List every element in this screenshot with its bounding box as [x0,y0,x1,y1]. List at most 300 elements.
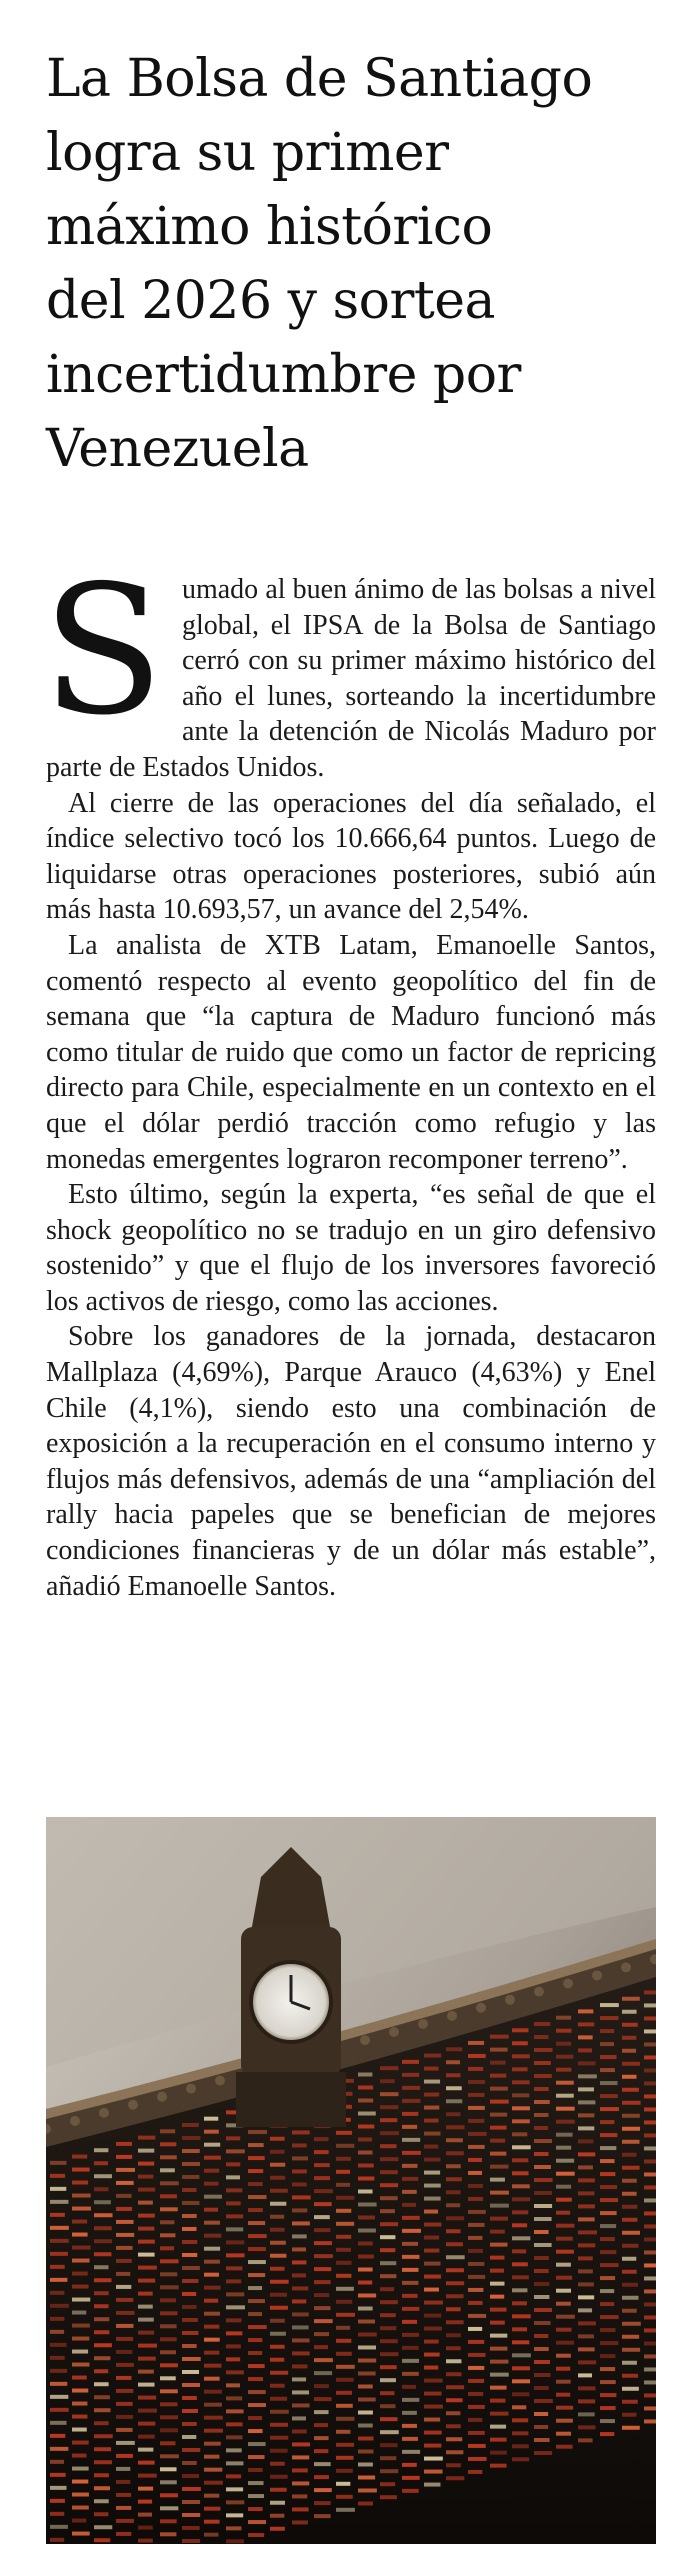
ticker-digit [292,2221,310,2225]
ticker-digit [468,2340,484,2344]
ticker-digit [622,2257,636,2261]
ticker-digit [204,2351,219,2355]
ticker-digit [512,2431,528,2435]
ticker-digit [556,2055,573,2059]
ticker-digit [94,2174,112,2178]
ticker-digit [578,2152,595,2156]
ticker-digit [380,2495,397,2499]
ticker-digit [402,2424,417,2428]
ticker-digit [50,2434,65,2438]
ticker-digit [50,2421,67,2425]
ticker-digit [182,2292,196,2296]
ticker-digit [644,2042,656,2046]
ticker-digit [556,2432,571,2436]
ticker-digit [94,2291,109,2295]
ticker-digit [446,2138,463,2142]
ticker-digit [402,2385,416,2389]
ticker-digit [94,2525,112,2529]
ticker-digit [116,2519,134,2523]
ticker-digit [116,2337,133,2341]
ticker-digit [512,2067,528,2071]
ticker-digit [512,2093,529,2097]
ticker-digit [270,2319,285,2323]
ticker-digit [116,2506,131,2510]
ticker-digit [512,2171,529,2175]
ticker-digit [248,2351,262,2355]
ticker-digit [358,2241,373,2245]
ticker-digit [556,2250,574,2254]
ticker-digit [94,2239,112,2243]
ticker-digit [204,2390,222,2394]
ticker-digit [534,2269,549,2273]
ticker-digit [270,2215,284,2219]
ticker-digit [556,2341,574,2345]
ticker-digit [578,2165,593,2169]
ticker-digit [380,2300,398,2304]
ticker-digit [270,2280,289,2284]
ticker-digit [600,2094,618,2098]
ticker-digit [600,2159,615,2163]
ticker-digit [534,2113,548,2117]
ticker-digit [446,2177,462,2181]
ticker-digit [402,2151,421,2155]
ticker-digit [424,2067,439,2071]
ticker-digit [512,2210,528,2214]
ticker-digit [534,2347,549,2351]
ticker-digit [336,2365,355,2369]
ticker-digit [292,2182,307,2186]
ticker-digit [402,2268,418,2272]
ticker-digit [424,2210,438,2214]
ticker-digit [160,2363,178,2367]
ticker-digit [468,2197,483,2201]
ticker-digit [468,2275,485,2279]
ticker-digit [578,2334,594,2338]
ticker-digit [556,2354,571,2358]
ticker-digit [358,2215,375,2219]
ticker-digit [468,2106,485,2110]
ticker-digit [314,2215,330,2219]
ticker-digit [336,2274,351,2278]
ticker-digit [534,2308,552,2312]
ticker-digit [248,2299,265,2303]
ticker-digit [534,2061,551,2065]
ticker-digit [380,2079,395,2083]
ticker-digit [578,2230,597,2234]
ticker-digit [556,2133,573,2137]
ticker-digit [138,2383,155,2387]
ticker-digit [160,2298,176,2302]
ticker-digit [446,2398,463,2402]
ticker-digit [138,2162,154,2166]
ticker-digit [204,2364,221,2368]
ticker-digit [160,2350,176,2354]
ticker-digit [292,2507,309,2511]
ticker-digit [578,2087,594,2091]
ticker-digit [94,2265,109,2269]
ticker-digit [424,2184,441,2188]
ticker-digit [358,2098,373,2102]
ticker-digit [490,2100,509,2104]
ticker-digit [336,2391,352,2395]
ticker-digit [226,2435,242,2439]
ticker-digit [182,2422,197,2426]
ticker-digit [248,2455,265,2459]
ticker-digit [336,2339,351,2343]
ticker-digit [248,2533,264,2537]
ticker-digit [578,2360,596,2364]
ticker-digit [424,2366,438,2370]
ticker-digit [226,2136,240,2140]
ticker-digit [622,2140,640,2144]
ticker-digit [116,2480,130,2484]
ticker-digit [116,2233,134,2237]
ticker-digit [94,2213,113,2217]
ticker-digit [336,2144,354,2148]
ticker-digit [468,2119,484,2123]
ticker-digit [270,2384,285,2388]
ticker-digit [204,2234,221,2238]
ticker-digit [160,2155,177,2159]
ticker-digit [182,2188,196,2192]
ticker-digit [138,2227,154,2231]
ticker-digit [490,2126,507,2130]
ornament-mark [128,2100,138,2110]
ornament-mark [186,2084,196,2094]
ornament-mark [621,1962,631,1972]
ticker-digit [270,2150,284,2154]
ticker-digit [358,2423,373,2427]
ticker-digit [138,2344,157,2348]
ticker-digit [72,2415,87,2419]
ticker-digit [226,2526,241,2530]
ticker-digit [556,2081,574,2085]
ticker-digit [314,2345,328,2349]
ticker-digit [160,2519,177,2523]
ticker-digit [292,2195,311,2199]
ticker-digit [248,2364,265,2368]
ticker-digit [226,2383,240,2387]
ornament-mark [563,1979,573,1989]
ticker-digit [138,2370,154,2374]
ticker-digit [314,2293,329,2297]
ticker-digit [446,2112,460,2116]
ticker-digit [358,2332,377,2336]
ticker-digit [204,2195,222,2199]
ticker-digit [358,2085,373,2089]
ticker-digit [50,2291,64,2295]
ticker-digit [182,2214,197,2218]
ticker-digit [204,2442,221,2446]
ticker-digit [50,2304,69,2308]
ticker-digit [358,2475,375,2479]
ticker-digit [248,2247,266,2251]
ticker-digit [182,2149,200,2153]
ticker-digit [270,2254,286,2258]
ticker-digit [226,2474,241,2478]
ticker-digit [446,2229,461,2233]
ticker-digit [182,2526,200,2530]
ticker-digit [72,2480,88,2484]
ticker-digit [248,2481,264,2485]
ticker-digit [72,2181,88,2185]
ticker-digit [534,2282,549,2286]
ticker-digit [204,2468,222,2472]
ticker-digit [578,2412,595,2416]
ticker-digit [644,2016,656,2020]
ticker-digit [534,2399,553,2403]
ticker-digit [644,2263,656,2267]
ticker-digit [94,2343,112,2347]
ticker-digit [204,2416,223,2420]
ticker-digit [446,2320,464,2324]
ticker-digit [446,2424,461,2428]
ticker-digit [424,2405,443,2409]
ticker-digit [182,2344,197,2348]
ticker-digit [50,2408,69,2412]
ticker-digit [270,2163,285,2167]
ticker-digit [534,2451,552,2455]
ticker-digit [204,2117,218,2121]
ticker-digit [556,2315,575,2319]
ticker-digit [336,2326,350,2330]
ticker-digit [490,2295,504,2299]
ticker-digit [622,2361,637,2365]
ticker-digit [578,2022,594,2026]
ticker-digit [204,2169,219,2173]
ticker-digit [424,2288,439,2292]
ticker-digit [468,2249,483,2253]
ticker-digit [270,2293,287,2297]
ticker-digit [380,2274,396,2278]
ticker-digit [446,2060,460,2064]
ticker-digit [402,2125,417,2129]
ticker-digit [512,2184,530,2188]
ticker-digit [600,2289,614,2293]
ticker-digit [402,2463,417,2467]
ticker-digit [248,2377,263,2381]
ticker-digit [226,2201,241,2205]
ticker-digit [534,2022,550,2026]
ticker-digit [446,2372,461,2376]
ticker-digit [424,2470,443,2474]
ticker-digit [578,2386,595,2390]
ticker-digit [248,2221,265,2225]
ticker-digit [380,2365,397,2369]
ticker-digit [424,2249,439,2253]
ticker-digit [314,2384,329,2388]
ticker-digit [622,2153,637,2157]
ticker-digit [270,2267,285,2271]
ticker-digit [160,2259,179,2263]
ticker-digit [512,2457,529,2461]
ticker-digit [490,2321,505,2325]
ticker-digit [72,2259,90,2263]
ticker-digit [248,2208,263,2212]
ticker-digit [402,2138,420,2142]
ticker-digit [50,2525,68,2529]
ticker-digit [622,2400,638,2404]
ticker-digit [534,2074,552,2078]
ticker-digit [490,2386,507,2390]
ticker-digit [402,2216,420,2220]
article-paragraph: Sobre los ganadores de la jornada, destacaron Mallplaza (4,69%), Parque Arauco (4,63%) y Enel Chile (4,1%), siendo esto una combinación de exposición a la recuperación en el consumo interno y flujos más defensivos, además de una “ampliación del rally hacia papeles que se benefician de mejores condiciones financieras y de un dólar más estable”, añadió Emanoelle Santos. [46,1321,656,1602]
ticker-digit [292,2338,310,2342]
ticker-digit [600,2406,616,2410]
ticker-digit [336,2222,354,2226]
headline-line: incertidumbre por [46,345,521,405]
ticker-digit [182,2461,197,2465]
ticker-digit [226,2344,241,2348]
ticker-digit [182,2240,197,2244]
ticker-digit [292,2234,307,2238]
ticker-digit [424,2314,441,2318]
ticker-digit [72,2311,86,2315]
ticker-digit [160,2181,179,2185]
ticker-digit [94,2408,110,2412]
ticker-digit [160,2129,175,2133]
ticker-digit [622,2309,637,2313]
ornament-mark [476,2003,486,2013]
ticker-digit [248,2169,263,2173]
ticker-digit [534,2373,551,2377]
ticker-digit [314,2280,331,2284]
ticker-digit [292,2130,310,2134]
ticker-digit [50,2239,69,2243]
ticker-digit [358,2345,376,2349]
ticker-digit [336,2443,354,2447]
ticker-digit [534,2217,552,2221]
ticker-digit [446,2190,461,2194]
ticker-digit [424,2132,441,2136]
ticker-digit [600,2107,619,2111]
ticker-digit [160,2285,179,2289]
ticker-digit [72,2493,89,2497]
ticker-digit [292,2520,308,2524]
ticker-digit [314,2410,329,2414]
ticker-digit [204,2533,219,2537]
ticker-digit [50,2265,65,2269]
ticker-digit [600,2068,615,2072]
ticker-digit [50,2538,64,2542]
ticker-digit [424,2340,439,2344]
ticker-digit [182,2227,196,2231]
stock-exchange-board-photo [46,1817,656,2544]
ticker-digit [644,2315,656,2319]
ticker-digit [138,2175,153,2179]
drop-cap: S [42,547,164,754]
ticker-digit [270,2514,284,2518]
ticker-digit [358,2397,376,2401]
ticker-digit [534,2165,551,2169]
ticker-digit [622,2322,641,2326]
ticker-digit [578,2204,595,2208]
ticker-digit [182,2266,200,2270]
ticker-digit [534,2152,549,2156]
ticker-digit [116,2350,132,2354]
ticker-digit [644,2289,656,2293]
ticker-digit [600,2237,615,2241]
ticker-digit [600,2042,614,2046]
ticker-digit [138,2487,153,2491]
ticker-digit [534,2321,551,2325]
ticker-digit [358,2202,377,2206]
ticker-digit [72,2350,88,2354]
ticker-digit [50,2343,66,2347]
ticker-digit [50,2499,65,2503]
ticker-digit [512,2405,526,2409]
ticker-digit [204,2221,220,2225]
ticker-digit [402,2398,419,2402]
ornament-mark [157,2092,167,2102]
ticker-digit [644,2211,656,2215]
ticker-digit [380,2378,396,2382]
ticker-digit [116,2454,133,2458]
ticker-digit [160,2506,178,2510]
ticker-digit [644,2419,656,2423]
ticker-digit [402,2073,419,2077]
ticker-digit [468,2392,483,2396]
ticker-digit [204,2273,219,2277]
ticker-digit [248,2442,266,2446]
ticker-digit [556,2302,571,2306]
ticker-digit [116,2285,131,2289]
ticker-digit [380,2391,394,2395]
ticker-digit [204,2520,220,2524]
ticker-digit [94,2460,112,2464]
ticker-digit [270,2358,284,2362]
ticker-digit [314,2202,332,2206]
ticker-digit [160,2454,179,2458]
ticker-digit [314,2267,331,2271]
ticker-digit [468,2236,482,2240]
ticker-digit [204,2156,221,2160]
ticker-digit [556,2445,573,2449]
ticker-digit [556,2159,574,2163]
ticker-digit [226,2539,244,2543]
ticker-digit [204,2286,221,2290]
ticker-digit [556,2198,572,2202]
ticker-digit [512,2327,527,2331]
ticker-digit [270,2501,285,2505]
ticker-digit [160,2493,178,2497]
ticker-digit [358,2293,376,2297]
ticker-digit [644,2120,656,2124]
ticker-digit [468,2301,483,2305]
ticker-digit [600,2185,617,2189]
ticker-digit [160,2337,177,2341]
ticker-digit [402,2099,420,2103]
ticker-digit [556,2068,571,2072]
ticker-digit [490,2399,505,2403]
ticker-digit [336,2300,352,2304]
ticker-digit [556,2263,571,2267]
ticker-digit [226,2305,245,2309]
ticker-digit [622,2218,637,2222]
ticker-digit [380,2443,398,2447]
ticker-digit [556,2029,572,2033]
ticker-digit [644,1990,656,1994]
ticker-digit [138,2201,153,2205]
ticker-digit [248,2325,267,2329]
ticker-digit [336,2417,354,2421]
ticker-digit [424,2223,441,2227]
ticker-digit [578,2009,593,2013]
ticker-digit [512,2158,528,2162]
ticker-digit [314,2397,332,2401]
ticker-digit [72,2246,91,2250]
ticker-digit [512,2054,530,2058]
